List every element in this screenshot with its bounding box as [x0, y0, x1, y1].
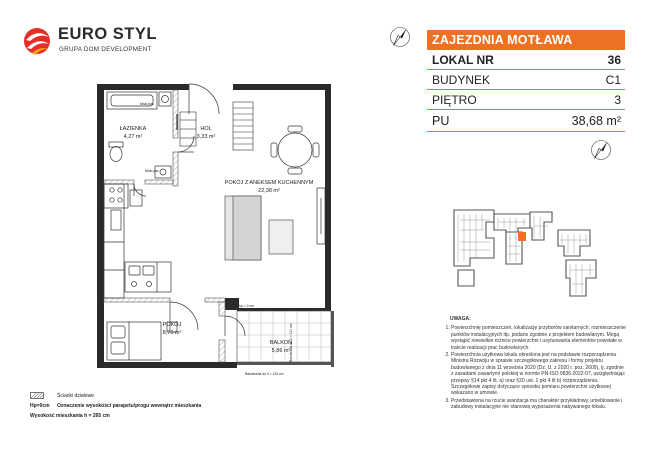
label-balustrade-bottom: Balustrada do h = 110 cm — [245, 372, 284, 376]
north-arrow-icon — [389, 26, 411, 48]
info-value-building: C1 — [605, 73, 621, 87]
info-label-unit: LOKAL NR — [432, 53, 494, 67]
room-name-kuchnia: POKÓJ Z ANEKSEM KUCHENNYM — [224, 180, 314, 186]
partition-hatch-swatch — [30, 392, 44, 399]
notes-title: UWAGA: — [450, 316, 471, 322]
dining-table — [271, 126, 319, 174]
legend-row-height — [30, 411, 201, 421]
building-key-plan — [440, 200, 626, 304]
info-row-unit — [427, 50, 625, 70]
legend-row-partitions — [30, 391, 201, 401]
room-area-pokoj: 8,70 m² — [162, 330, 182, 336]
balcony — [237, 311, 334, 367]
label-niski-pas-bottom: Niski pas — [145, 169, 159, 173]
unit-info-table — [427, 30, 625, 132]
info-value-area: 38,68 m² — [571, 114, 621, 128]
info-label-area: PU — [432, 114, 450, 128]
floor-plan — [85, 72, 355, 384]
legend-height-label: Wysokość mieszkania h = 265 cm — [30, 413, 110, 419]
info-label-building: BUDYNEK — [432, 73, 491, 87]
notes-panel — [427, 316, 627, 412]
room-area-balkon: 5,86 m² — [271, 348, 291, 354]
legend-partitions-label: Ścianki działowe — [57, 393, 94, 399]
staircase — [233, 102, 253, 150]
tv-cabinet — [317, 188, 325, 244]
room-name-pokoj: POKÓJ — [162, 322, 182, 328]
note-item: 1. Powierzchnię pomieszczeń, lokalizację przyborów sanitarnych, rozmieszczenie punktów instalacyjnych itp. podano zgodnie z projektem budowlanym. Mogą wystąpić niewielkie różnice powierzchni i usytuowania elementów powstałe w trakcie realizacji prac budowlanych. — [451, 325, 627, 351]
info-row-area — [427, 110, 625, 132]
room-area-lazienka: 4,27 m² — [123, 134, 143, 140]
brand-name: EURO STYL — [58, 25, 157, 43]
logo-mark-icon — [22, 24, 52, 58]
note-item: 3. Przedstawiona na rzucie aranżacja ma charakter przykładowy, umeblowanie i zabudowy instalacyjne nie stanowią wyposażenia nabywanego lokalu. — [451, 398, 627, 411]
info-value-floor: 3 — [614, 93, 621, 107]
legend-hp-code: Hp=0cm — [30, 403, 50, 409]
info-value-unit: 36 — [607, 53, 621, 67]
room-name-lazienka: ŁAZIENKA — [119, 126, 147, 132]
brand-subtitle: GRUPA DOM DEVELOPMENT — [59, 46, 152, 53]
notes-list — [427, 325, 627, 410]
euro-styl-logo — [22, 24, 192, 64]
label-niski-pas-top: Niski pas — [140, 102, 154, 106]
kitchen-counter — [104, 184, 171, 298]
north-arrow-icon-2 — [590, 139, 612, 161]
label-balustrade-right: Balustrada do h = 110 cm — [289, 323, 293, 362]
legend-row-hp — [30, 401, 201, 411]
legend-hp-text: Oznaczenie wysokości parapetu/progu wewnątrz mieszkania — [56, 403, 202, 409]
note-item: 2. Powierzchnia użytkowa lokalu określona jest na podstawie rozporządzenia Ministra Rozwoju w sprawie szczegółowego zakresu i formy projektu budowlanego z dnia 11 września 2020 (Dz. U. z 2020 r. poz. 2609), tj. zgodnie z zasadami zawartymi polskiej w normie PN-ISO 9836:2022-07, uwzględniając przepisy §14 pkt 4 lit. a) oraz §20 ust. 1 pkt 4 lit b) rozporządzenia. Szczegółowe zapisy dotyczące sposobu pomiaru powierzchni użytkowej wskazano w umowie. — [451, 352, 627, 397]
sofa — [225, 196, 293, 260]
project-title: ZAJEZDNIA MOTŁAWA — [427, 30, 625, 50]
legend — [30, 391, 201, 421]
info-row-building — [427, 70, 625, 90]
unit-highlight — [518, 232, 526, 241]
info-row-floor — [427, 90, 625, 110]
info-label-floor: PIĘTRO — [432, 93, 477, 107]
label-hp-door: hp = 0 cm — [239, 304, 254, 308]
room-name-hol: HOL — [200, 126, 212, 132]
room-name-balkon: BALKON — [269, 340, 293, 346]
room-area-hol: 3,33 m² — [196, 134, 216, 140]
room-area-kuchnia: 22,38 m² — [258, 188, 280, 194]
